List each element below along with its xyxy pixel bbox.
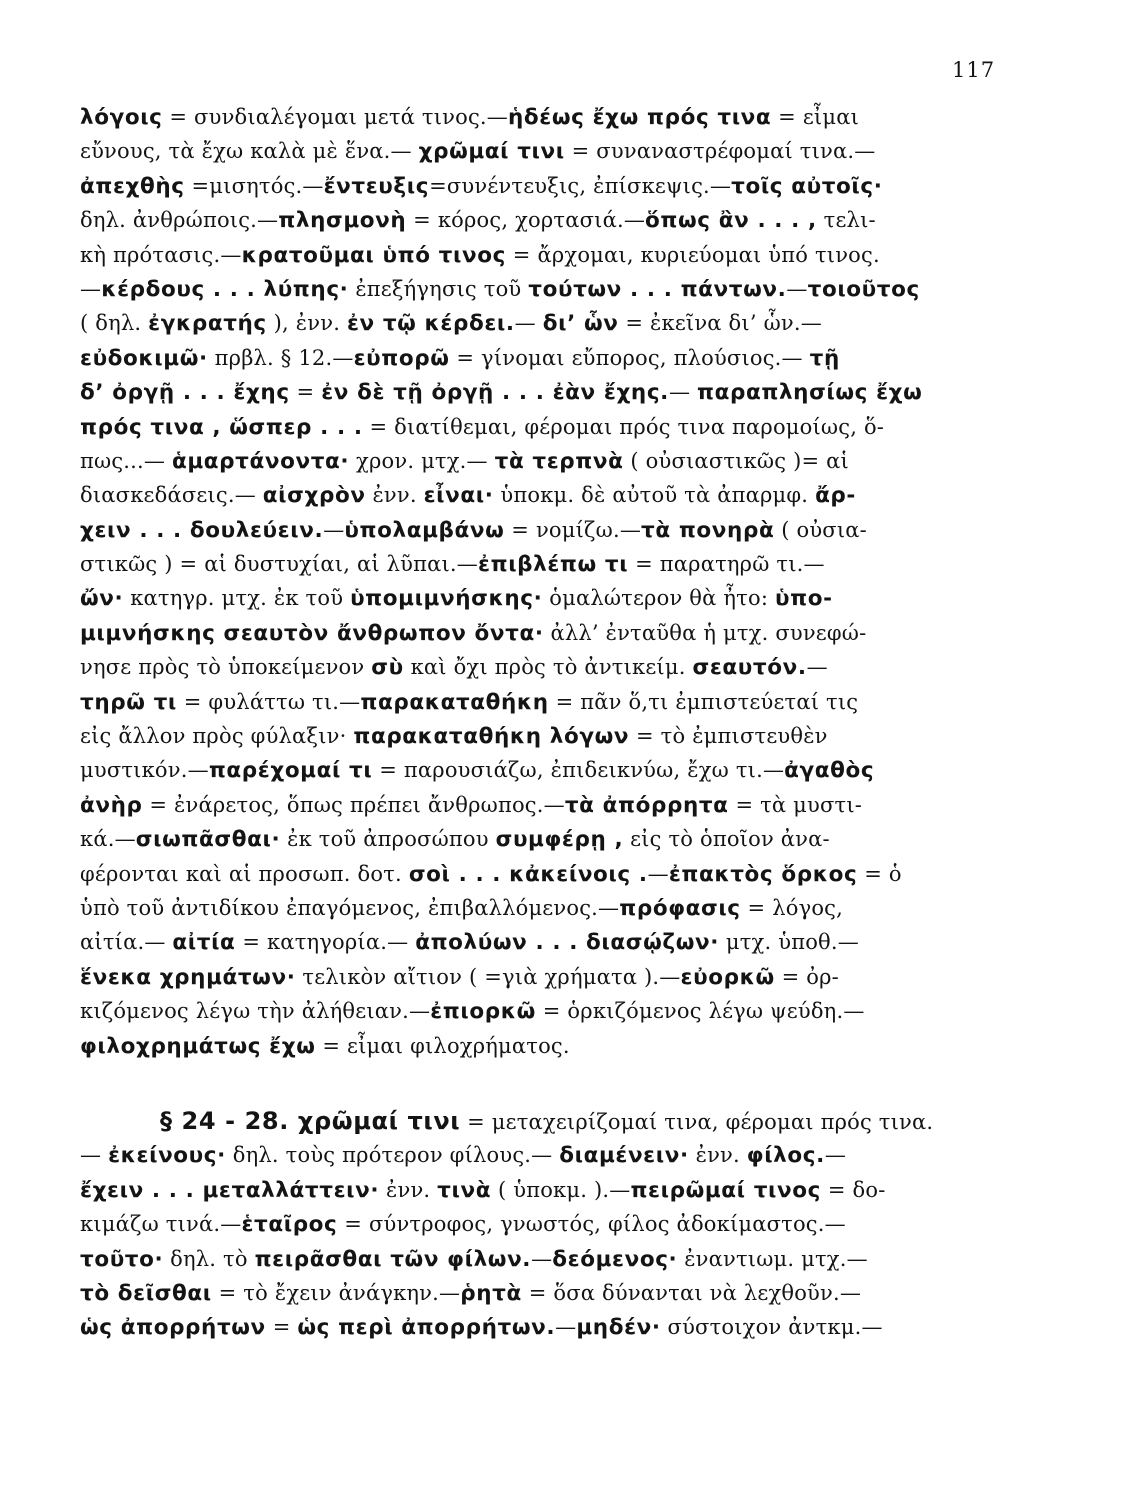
gloss-text: δηλ. τοὺς πρότερον φίλους.—: [225, 1143, 560, 1168]
lemma-term: παρακαταθήκη: [360, 689, 549, 715]
lemma-term: ἡδέως ἔχω πρός τινα: [508, 105, 772, 130]
lemma-term: τὰ ἀπόρρητα: [564, 792, 729, 818]
text-line: [80, 1138, 1022, 1172]
lemma-term: χειν . . . δουλεύειν.: [80, 517, 324, 543]
gloss-text: = συναναστρέφομαί τινα.—: [564, 139, 876, 164]
lemma-term: παρέχομαί τι: [208, 758, 373, 784]
text-line: [80, 478, 1022, 512]
page-number: 117: [952, 58, 996, 82]
lemma-term: ἔχειν . . . μεταλλάττειν·: [80, 1177, 380, 1203]
lemma-term: ὡς ἀπορρήτων: [80, 1315, 266, 1341]
text-line: [80, 685, 1022, 719]
lemma-term: ἀπεχθὴς: [80, 173, 185, 199]
gloss-text: —: [80, 1143, 109, 1168]
text-line: [80, 581, 1022, 615]
lemma-term: ὅπως ἂν . . . ,: [645, 208, 817, 234]
lemma-term: ἀγαθὸς: [784, 758, 875, 784]
lemma-term: ὑπομιμνήσκης·: [350, 586, 543, 612]
gloss-text: —: [555, 1315, 577, 1340]
text-line: [80, 753, 1022, 787]
text-line: [80, 719, 1022, 753]
gloss-text: ( οὐσια-: [774, 517, 867, 542]
lemma-term: παρακαταθήκη λόγων: [353, 724, 630, 750]
lemma-term: χρῶμαί τινι: [418, 139, 565, 165]
gloss-text: =: [265, 1315, 298, 1340]
lemma-term: πειρᾶσθαι τῶν φίλων.: [254, 1246, 532, 1272]
gloss-text: = πᾶν ὅ,τι ἐμπιστεύεταί τις: [548, 689, 859, 714]
text-line: [80, 100, 1022, 134]
gloss-text: = ἄρχομαι, κυριεύομαι ὑπό τινος.: [505, 242, 880, 267]
lemma-term: τῇ: [809, 345, 840, 371]
lemma-term: ἑταῖρος: [241, 1212, 338, 1238]
gloss-text: διασκεδάσεις.—: [80, 483, 263, 508]
gloss-text: —: [531, 1246, 553, 1271]
gloss-text: ἐνν.: [688, 1143, 747, 1168]
text-line: [80, 341, 1022, 375]
gloss-text: = τὰ μυστι-: [728, 792, 863, 817]
lemma-term: κρατοῦμαι ὑπό τινος: [241, 242, 506, 268]
gloss-text: ὑποκμ. δὲ αὐτοῦ τὰ ἀπαρμφ.: [493, 483, 816, 508]
gloss-text: —: [668, 380, 698, 405]
lemma-term: σιωπᾶσθαι·: [135, 827, 281, 853]
gloss-text: = ὀρ-: [774, 964, 839, 989]
gloss-text: χρον. μτχ.—: [349, 448, 495, 473]
gloss-text: κιζόμενος λέγω τὴν ἀλήθειαν.—: [80, 999, 431, 1024]
lemma-term: σοὶ . . . κἀκείνοις .: [408, 861, 648, 887]
gloss-text: πως...—: [80, 448, 172, 473]
gloss-text: εἰς τὸ ὁποῖον ἀνα-: [623, 827, 830, 852]
gloss-text: —: [80, 276, 102, 301]
lemma-term: ἀνὴρ: [80, 792, 143, 818]
lemma-term: δι’ ὧν: [542, 311, 619, 337]
gloss-text: ἐκ τοῦ ἀπροσώπου: [280, 827, 496, 852]
gloss-text: —: [786, 276, 808, 301]
gloss-text: = κόρος, χορτασιά.—: [406, 208, 646, 233]
lemma-term: διαμένειν·: [559, 1143, 689, 1169]
gloss-text: ὁμαλώτερον θὰ ἦτο:: [542, 586, 775, 611]
gloss-text: = διατίθεμαι, φέρομαι πρός τινα παρομοίως, ὅ-: [362, 414, 885, 439]
commentary-paragraph-1: [80, 100, 1022, 1063]
gloss-text: = ἐκεῖνα δι’ ὧν.—: [618, 311, 822, 336]
gloss-text: πρβλ. § 12.—: [207, 345, 354, 370]
gloss-text: στικῶς ) = αἱ δυστυχίαι, αἱ λῦπαι.—: [80, 552, 479, 577]
gloss-text: = λόγος,: [740, 895, 844, 920]
lemma-term: ὑπο-: [774, 586, 833, 612]
gloss-text: αἰτία.—: [80, 930, 173, 955]
gloss-text: =: [289, 380, 322, 405]
gloss-text: = ὁρκιζόμενος λέγω ψεύδη.—: [535, 999, 865, 1024]
gloss-text: = εἶμαι: [771, 105, 860, 129]
gloss-text: φέρονται καὶ αἱ προσωπ. δοτ.: [80, 861, 409, 886]
lemma-term: ὑπολαμβάνω: [344, 517, 505, 543]
gloss-text: —: [323, 517, 345, 542]
lemma-term: κέρδους . . . λύπης·: [101, 276, 349, 302]
gloss-text: ( οὐσιαστικῶς )= αἱ: [623, 448, 849, 473]
lemma-term: τοῦτο·: [80, 1246, 164, 1272]
gloss-text: = ὁ: [857, 861, 902, 886]
gloss-text: = συνδιαλέγομαι μετά τινος.—: [162, 105, 509, 129]
gloss-text: —: [514, 311, 543, 336]
lemma-term: τηρῶ τι: [80, 689, 177, 715]
lemma-term: φίλος.: [746, 1143, 825, 1169]
lemma-term: μιμνήσκης σεαυτὸν ἄνθρωπον ὄντα·: [80, 620, 544, 646]
gloss-text: μτχ. ὑποθ.—: [719, 930, 859, 955]
lemma-term: πλησμονὴ: [278, 208, 407, 234]
gloss-text: = ὅσα δύνανται νὰ λεχθοῦν.—: [521, 1280, 862, 1305]
text-line: [80, 444, 1022, 478]
lemma-term: ῥητὰ: [460, 1280, 522, 1306]
text-line: [80, 134, 1022, 168]
text-line: [80, 857, 1022, 891]
text-line: [80, 960, 1022, 994]
lemma-term: αἰτία: [172, 930, 236, 956]
gloss-text: = μεταχειρίζομαί τινα, φέρομαι πρός τινα.: [460, 1110, 934, 1134]
gloss-text: —: [647, 861, 669, 886]
gloss-text: δηλ. ἀνθρώποις.—: [80, 208, 279, 233]
gloss-text: = νομίζω.—: [504, 517, 642, 542]
gloss-text: εὔνους, τὰ ἔχω καλὰ μὲ ἕνα.—: [80, 139, 419, 164]
lemma-term: συμφέρῃ ,: [495, 827, 624, 853]
gloss-text: = παρουσιάζω, ἐπιδεικνύω, ἔχω τι.—: [372, 758, 785, 783]
gloss-text: ἐναντιωμ. μτχ.—: [677, 1246, 868, 1271]
gloss-text: = δο-: [821, 1177, 886, 1202]
lemma-term: σὺ: [371, 655, 404, 681]
gloss-text: τελικὸν αἴτιον ( =γιὰ χρήματα ).—: [295, 964, 681, 989]
lemma-term: ἄρ-: [815, 483, 856, 509]
lemma-term: τὰ πονηρὰ: [641, 517, 775, 543]
gloss-text: σύστοιχον ἀντκμ.—: [660, 1315, 883, 1340]
lemma-term: εὐπορῶ: [353, 345, 450, 371]
lemma-term: εὐορκῶ: [680, 964, 775, 990]
gloss-text: =συνέντευξις, ἐπίσκεψις.—: [429, 173, 732, 198]
text-line: [80, 1242, 1022, 1276]
lemma-term: εὐδοκιμῶ·: [80, 345, 208, 371]
lemma-term: σεαυτόν.: [692, 655, 807, 681]
text-line: [80, 1207, 1022, 1241]
text-line: [80, 272, 1022, 306]
text-line: [80, 1104, 1022, 1138]
lemma-term: παραπλησίως ἔχω: [697, 380, 923, 406]
lemma-term: λόγοις: [80, 105, 163, 130]
lemma-term: πρόφασις: [619, 895, 741, 921]
lemma-term: πρός τινα , ὥσπερ . . .: [80, 414, 363, 440]
lemma-term: μηδέν·: [576, 1315, 661, 1341]
text-line: [80, 203, 1022, 237]
gloss-text: μυστικόν.—: [80, 758, 209, 783]
gloss-text: = κατηγορία.—: [235, 930, 416, 955]
text-line: [80, 788, 1022, 822]
lemma-term: δ’ ὀργῇ . . . ἔχης: [80, 380, 290, 406]
lemma-term: ἐκείνους·: [108, 1143, 226, 1169]
text-line: [80, 375, 1022, 409]
gloss-text: = τὸ ἐμπιστευθὲν: [629, 724, 828, 749]
lemma-term: ἀπολύων . . . διασῴζων·: [415, 930, 720, 956]
gloss-text: = σύντροφος, γνωστός, φίλος ἀδοκίμαστος.—: [337, 1212, 846, 1237]
lemma-term: τοιοῦτος: [807, 276, 920, 302]
gloss-text: δηλ. τὸ: [163, 1246, 255, 1271]
gloss-text: εἰς ἄλλον πρὸς φύλαξιν·: [80, 724, 354, 749]
gloss-text: ( δηλ.: [80, 311, 149, 336]
lemma-term: φιλοχρημάτως ἔχω: [80, 1033, 316, 1059]
text-line: [80, 891, 1022, 925]
lemma-term: ὤν·: [80, 586, 124, 612]
text-line: [80, 616, 1022, 650]
lemma-term: ἐγκρατής: [148, 311, 267, 337]
text-line: [80, 169, 1022, 203]
text-line: [80, 822, 1022, 856]
lemma-term: τὰ τερπνὰ: [494, 448, 624, 474]
gloss-text: τελι-: [816, 208, 876, 233]
gloss-text: = φυλάττω τι.—: [176, 689, 361, 714]
gloss-text: ἀλλ’ ἐνταῦθα ἡ μτχ. συνεφώ-: [543, 620, 867, 645]
lemma-term: τοῖς αὐτοῖς·: [731, 173, 883, 199]
lemma-term: § 24 - 28. χρῶμαί τινι: [160, 1107, 461, 1135]
lemma-term: πειρῶμαί τινος: [630, 1177, 821, 1203]
gloss-text: = τὸ ἔχειν ἀνάγκην.—: [211, 1280, 461, 1305]
gloss-text: κιμάζω τινά.—: [80, 1212, 242, 1237]
lemma-term: τινὰ: [437, 1177, 492, 1203]
gloss-text: = εἶμαι φιλοχρήματος.: [315, 1033, 570, 1058]
gloss-text: νησε πρὸς τὸ ὑποκείμενον: [80, 655, 372, 680]
lemma-term: αἰσχρὸν: [262, 483, 366, 509]
text-line: [80, 238, 1022, 272]
gloss-text: = ἐνάρετος, ὅπως πρέπει ἄνθρωπος.—: [142, 792, 565, 817]
text-line: [80, 1173, 1022, 1207]
text-line: [80, 547, 1022, 581]
gloss-text: =μισητός.—: [184, 173, 324, 198]
gloss-text: —: [824, 1143, 847, 1168]
gloss-text: ), ἐνν.: [266, 311, 347, 336]
text-line: [80, 650, 1022, 684]
gloss-text: καὶ ὄχι πρὸς τὸ ἀντικείμ.: [403, 655, 693, 680]
lemma-term: εἶναι·: [423, 483, 494, 509]
lemma-term: ἐπιβλέπω τι: [478, 552, 629, 578]
gloss-text: ἐπεξήγησις τοῦ: [348, 276, 529, 301]
commentary-paragraph-2: [80, 1104, 1022, 1345]
text-line: [80, 925, 1022, 959]
text-line: [80, 994, 1022, 1028]
gloss-text: κά.—: [80, 827, 136, 852]
lemma-term: ὡς περὶ ἀπορρήτων.: [297, 1315, 556, 1341]
gloss-text: = γίνομαι εὔπορος, πλούσιος.—: [449, 345, 810, 370]
text-line: [80, 306, 1022, 340]
gloss-text: ὑπὸ τοῦ ἀντιδίκου ἐπαγόμενος, ἐπιβαλλόμενος.—: [80, 895, 620, 920]
text-line: [80, 1310, 1022, 1344]
gloss-text: ἐνν.: [365, 483, 424, 508]
lemma-term: ἐν τῷ κέρδει.: [346, 311, 515, 337]
gloss-text: κὴ πρότασις.—: [80, 242, 242, 267]
gloss-text: κατηγρ. μτχ. ἐκ τοῦ: [123, 586, 351, 611]
gloss-text: —: [806, 655, 828, 680]
lemma-term: τὸ δεῖσθαι: [80, 1280, 212, 1306]
lemma-term: ἐπιορκῶ: [430, 999, 536, 1025]
text-line: [80, 410, 1022, 444]
text-line: [80, 513, 1022, 547]
lemma-term: ἐν δὲ τῇ ὀργῇ . . . ἐὰν ἔχης.: [321, 380, 669, 406]
gloss-text: = παρατηρῶ τι.—: [628, 552, 825, 577]
text-line: [80, 1276, 1022, 1310]
lemma-term: ἔντευξις: [323, 173, 430, 199]
lemma-term: τούτων . . . πάντων.: [528, 276, 787, 302]
text-line: [80, 1029, 1022, 1063]
gloss-text: ἐνν.: [379, 1177, 438, 1202]
lemma-term: ἁμαρτάνοντα·: [172, 448, 350, 474]
gloss-text: ( ὑποκμ. ).—: [491, 1177, 631, 1202]
lemma-term: δεόμενος·: [552, 1246, 678, 1272]
lemma-term: ἕνεκα χρημάτων·: [80, 964, 296, 990]
lemma-term: ἐπακτὸς ὅρκος: [668, 861, 858, 887]
